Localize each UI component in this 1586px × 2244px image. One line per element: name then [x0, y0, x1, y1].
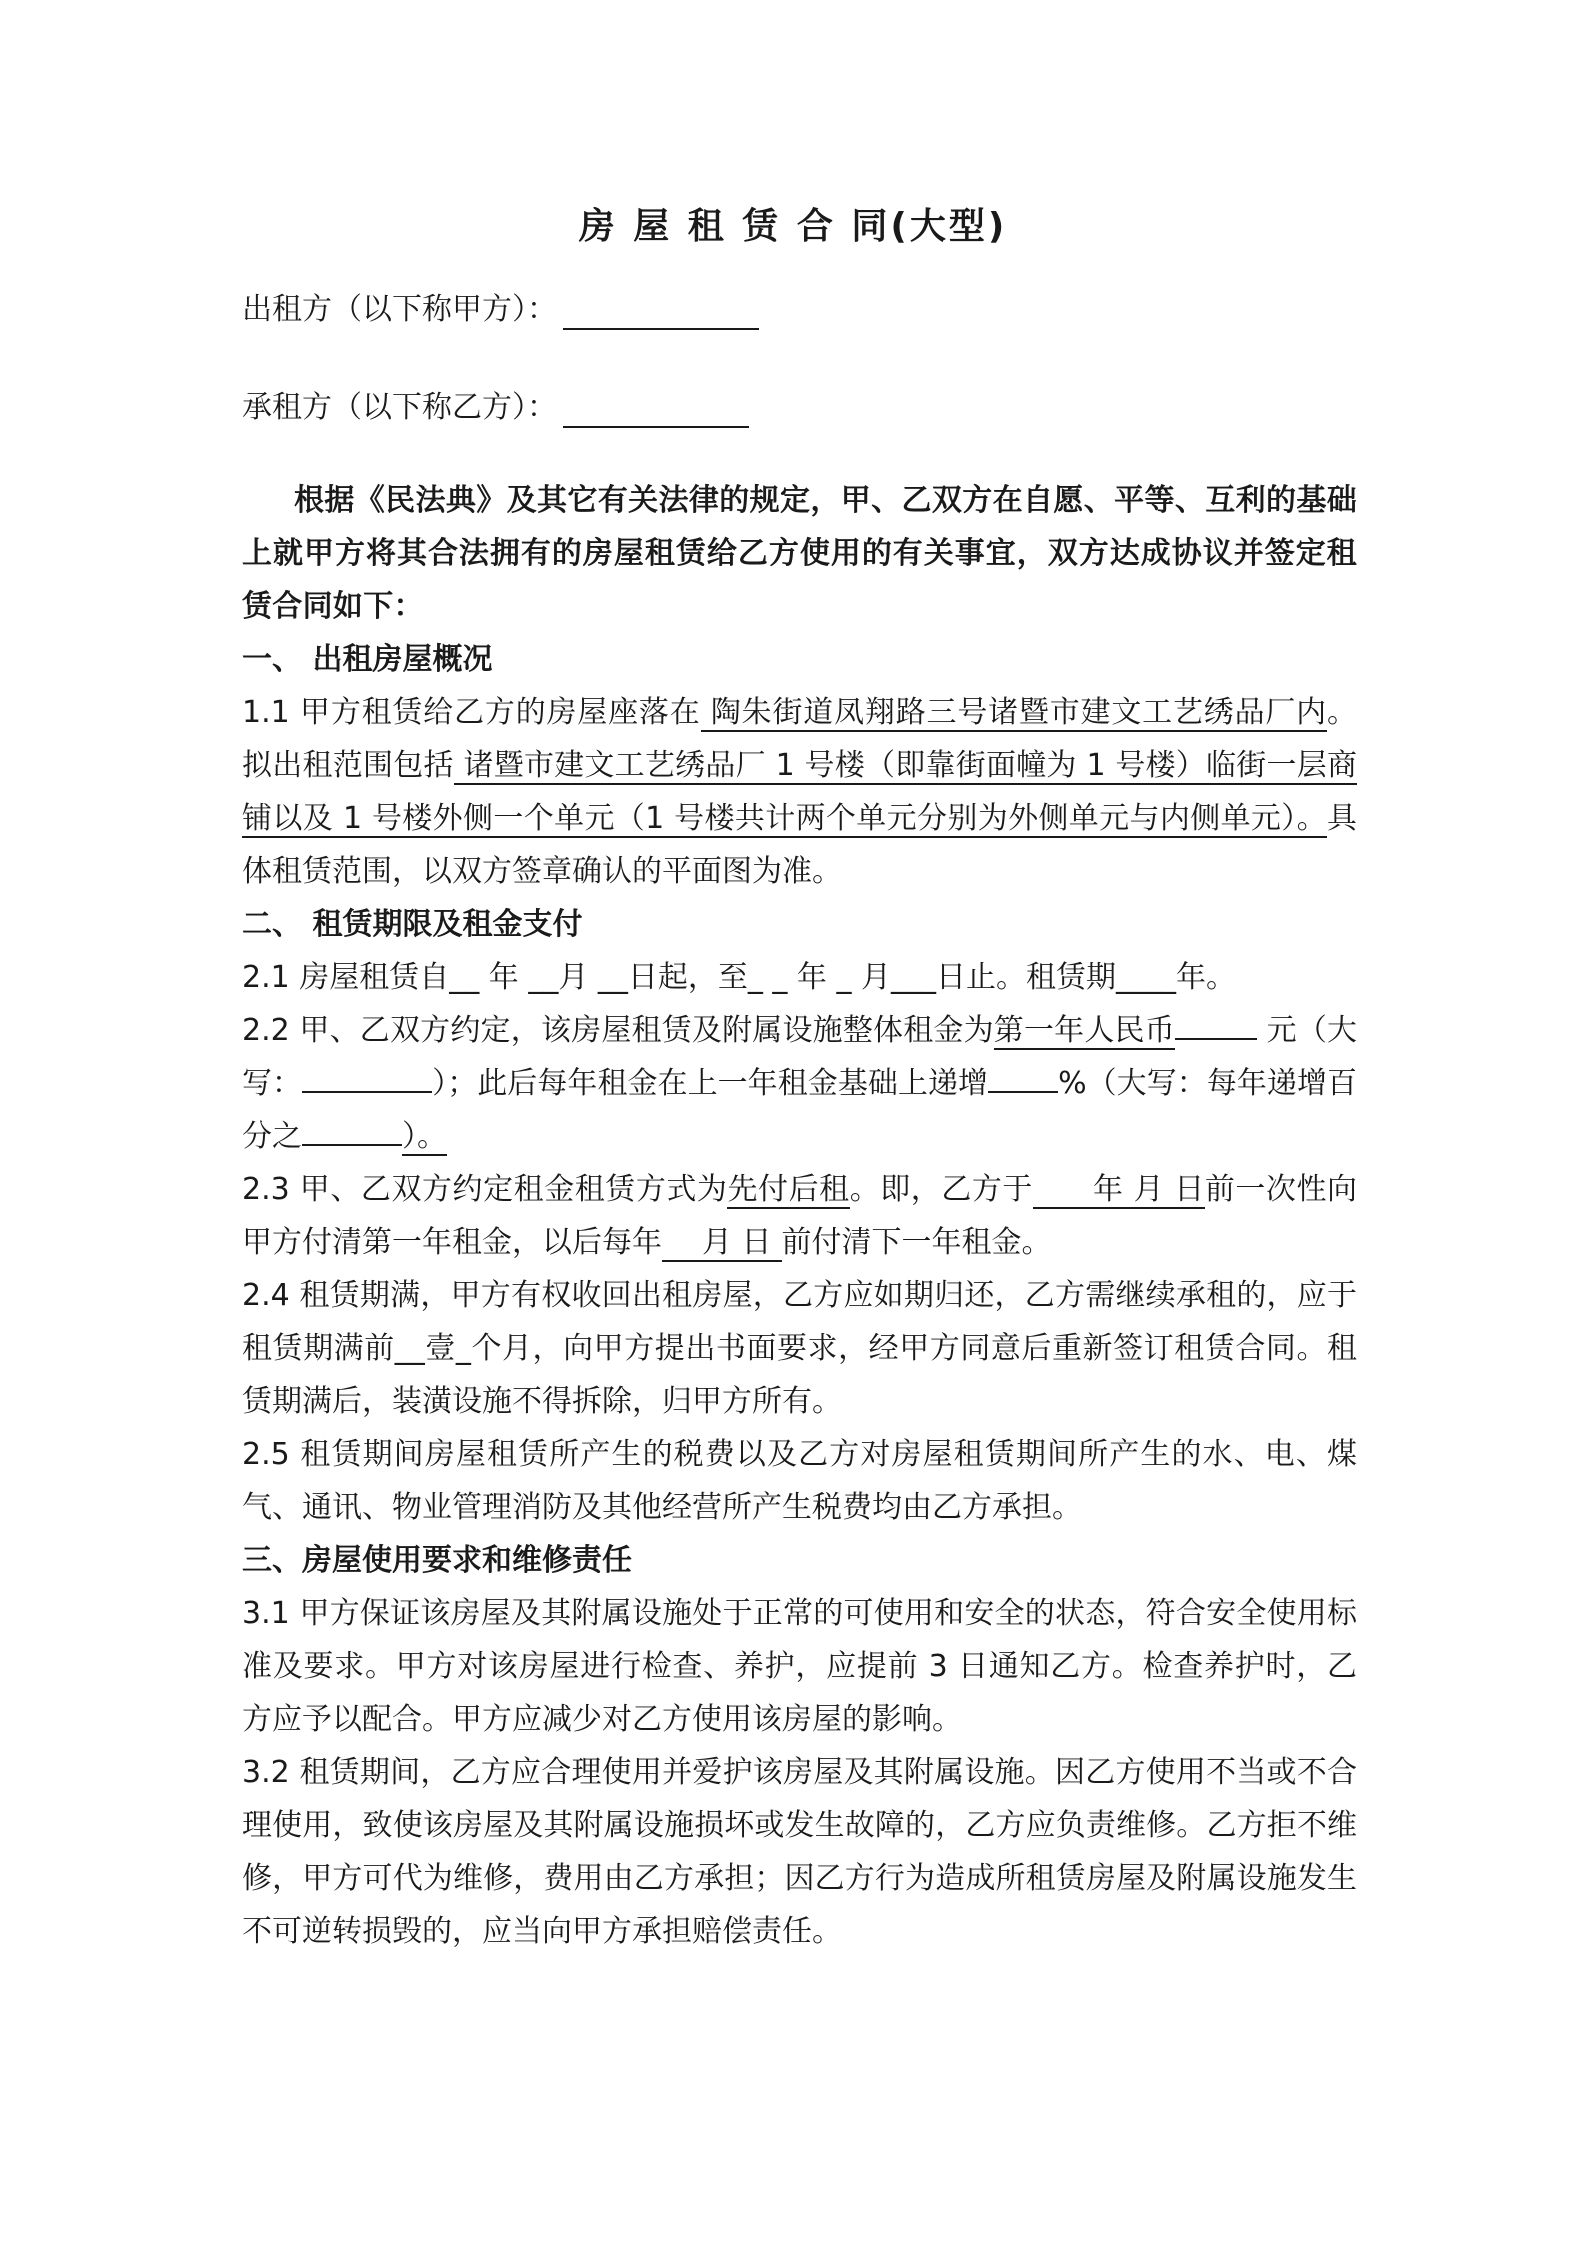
clause-2-2	[242, 1004, 1357, 1163]
clause-2-3-tail: 前付清下一年租金。	[781, 1225, 1052, 1260]
clause-2-2-percent: %（大写：每年递增百分之	[242, 1066, 1358, 1154]
payment-method: 先付后租	[727, 1172, 850, 1207]
clause-3-2: 3.2 租赁期间，乙方应合理使用并爱护该房屋及其附属设施。因乙方使用不当或不合理使用，致使该房屋及其附属设施损坏或发生故障的，乙方应负责维修。乙方拒不维修，甲方可代为维修，费用由乙方承担；因乙方行为造成所租赁房屋及附属设施发生不可逆转损毁的，应当向甲方承担赔偿责任。	[242, 1755, 1357, 1949]
lessee-line	[242, 388, 749, 428]
clause-1-1-lead: 1.1 甲方租赁给乙方的房屋座落在	[242, 695, 701, 730]
clause-2-1: 2.1 房屋租赁自__ 年 __月 __日起，至_ _ 年 _ 月___日止。租赁期____年。	[242, 960, 1236, 995]
rent-amount-blank[interactable]	[1175, 1038, 1257, 1040]
rental-scope: 诸暨市建文工艺绣品厂 1 号楼（即靠街面幢为 1 号楼）临街一层商铺以及 1 号楼外侧一个单元（1 号楼共计两个单元分别为外侧单元与内侧单元）。	[242, 748, 1357, 836]
lessor-label: 出租方（以下称甲方）：	[242, 292, 557, 327]
clause-2-2-yuan: 元（大写：	[242, 1013, 1358, 1101]
clause-2-2-increase: ）；此后每年租金在上一年租金基础上递增	[432, 1066, 989, 1101]
property-location: 陶朱街道凤翔路三号诸暨市建文工艺绣品厂内	[700, 695, 1327, 730]
clause-1-1-mid: 。拟出租范围包括	[242, 695, 1357, 783]
clause-3-1: 3.1 甲方保证该房屋及其附属设施处于正常的可使用和安全的状态，符合安全使用标准及要求。甲方对该房屋进行检查、养护，应提前 3 日通知乙方。检查养护时，乙方应予以配合。甲方应减少对乙方使用该房屋的影响。	[242, 1596, 1357, 1737]
section-3-heading: 三、房屋使用要求和维修责任	[242, 1543, 632, 1578]
lessee-label: 承租方（以下称乙方）：	[242, 390, 557, 425]
increase-percent-blank[interactable]	[988, 1091, 1058, 1093]
clause-2-5: 2.5 租赁期间房屋租赁所产生的税费以及乙方对房屋租赁期间所产生的水、电、煤气、通讯、物业管理消防及其他经营所产生税费均由乙方承担。	[242, 1437, 1357, 1525]
section-2-heading: 二、 租赁期限及租金支付	[242, 907, 583, 942]
clause-2-3	[242, 1163, 1357, 1269]
clause-2-2-lead: 2.2 甲、乙双方约定，该房屋租赁及附属设施整体租金为	[242, 1013, 994, 1048]
clause-2-3-mid: 。即，乙方于	[849, 1172, 1033, 1207]
increase-percent-words-blank[interactable]	[302, 1144, 402, 1146]
annual-payment-date: 月 日	[662, 1225, 782, 1262]
rent-amount-words-blank[interactable]	[302, 1091, 432, 1093]
document-title: 房 屋 租 赁 合 同(大型)	[578, 206, 1008, 247]
clause-2-3-mid2: 前一次性向甲方付清第一年租金，以后每年	[242, 1172, 1358, 1260]
clause-1-1	[242, 686, 1357, 898]
clause-2-4: 2.4 租赁期满，甲方有权收回出租房屋，乙方应如期归还，乙方需继续承租的，应于租赁期满前__壹_个月，向甲方提出书面要求，经甲方同意后重新签订租赁合同。租赁期满后，装潢设施不得拆除，归甲方所有。	[242, 1278, 1357, 1419]
lessee-blank[interactable]	[563, 396, 749, 428]
intro-paragraph: 根据《民法典》及其它有关法律的规定，甲、乙双方在自愿、平等、互利的基础上就甲方将其合法拥有的房屋租赁给乙方使用的有关事宜，双方达成协议并签定租赁合同如下：	[242, 483, 1357, 624]
first-payment-date: 年 月 日	[1033, 1172, 1205, 1209]
clause-2-3-lead: 2.3 甲、乙双方约定租金租赁方式为	[242, 1172, 728, 1207]
first-year-rent: 第一年人民币	[993, 1013, 1175, 1048]
lessor-line	[242, 290, 759, 330]
contract-body	[242, 474, 1357, 1958]
clause-1-1-tail: 具体租赁范围，以双方签章确认的平面图为准。	[242, 801, 1357, 889]
lessor-blank[interactable]	[563, 298, 759, 330]
section-1-heading: 一、 出租房屋概况	[242, 642, 493, 677]
clause-2-2-end: ）。	[402, 1119, 447, 1154]
